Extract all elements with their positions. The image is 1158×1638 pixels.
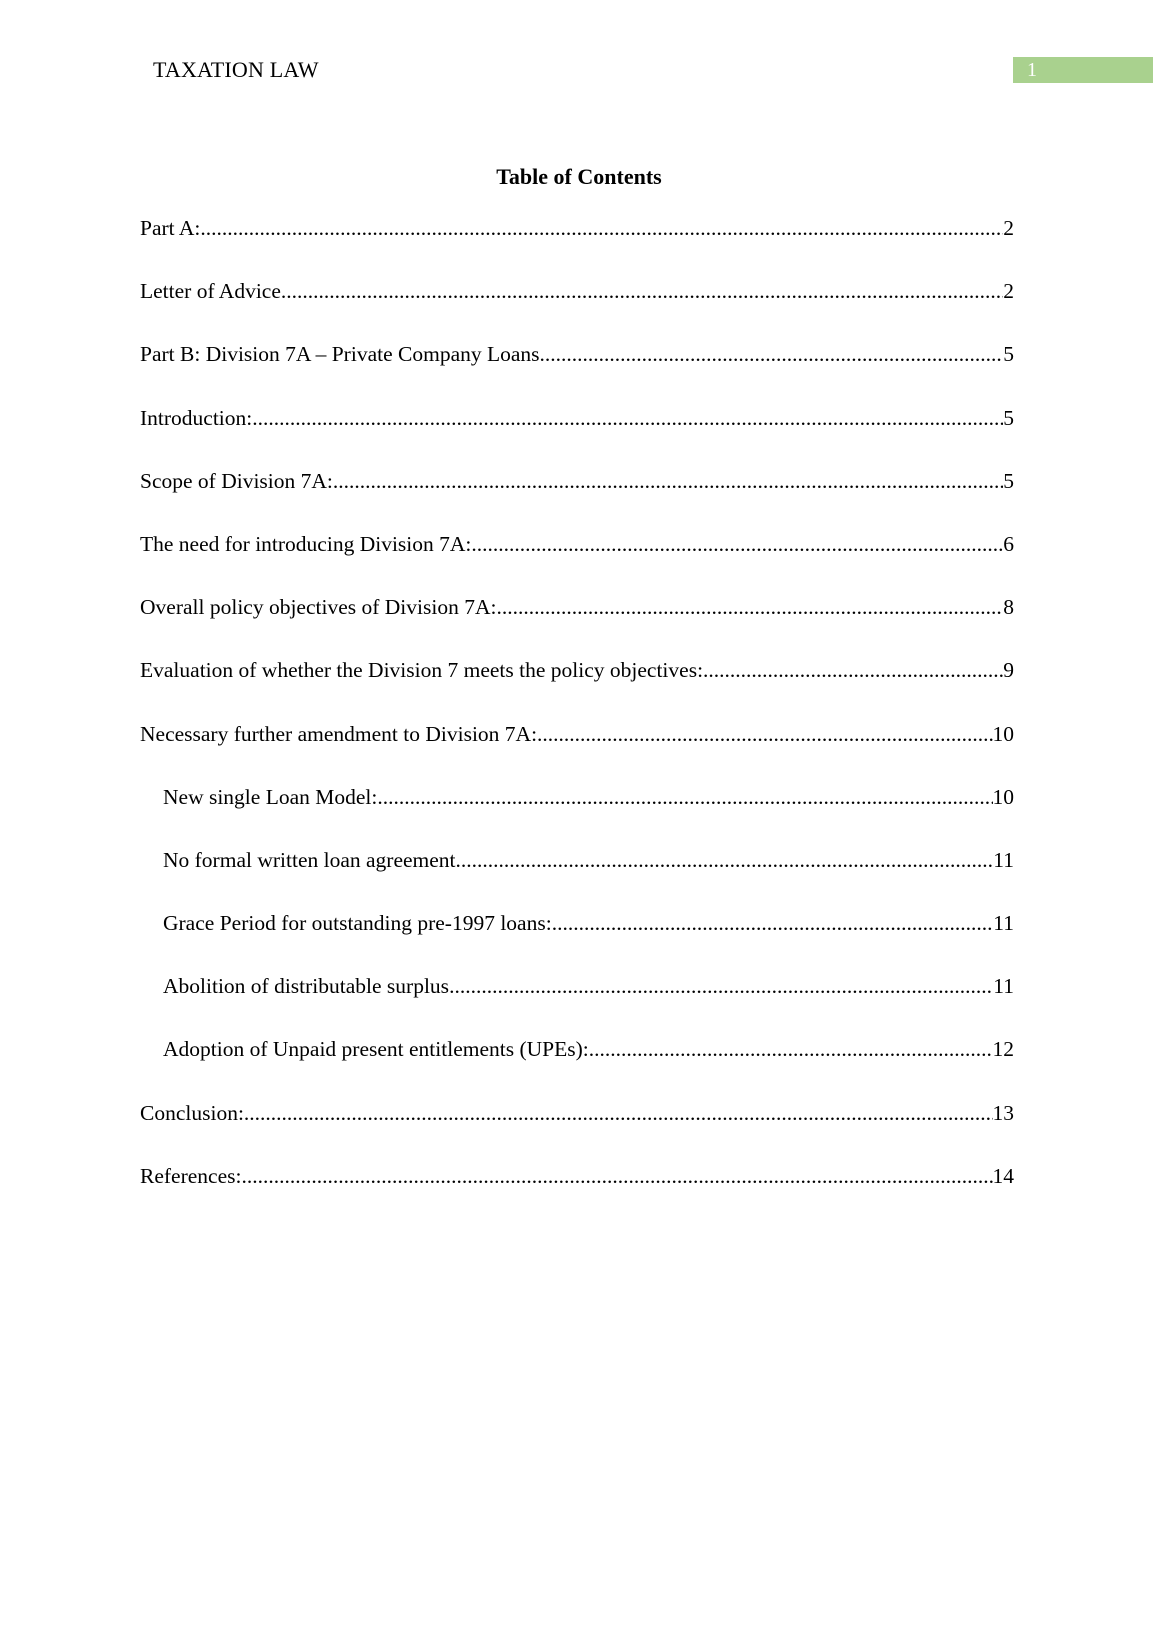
running-header-title: TAXATION LAW [153,57,319,82]
toc-entry-page: 9 [1003,658,1014,683]
toc-entry-letter-of-advice[interactable] [140,277,1014,340]
table-of-contents [140,214,1014,1225]
toc-entry-page: 14 [992,1163,1014,1188]
toc-entry-label: Part B: Division 7A – Private Company Loans [140,342,540,367]
toc-entry-label: Introduction: [140,405,253,430]
toc-entry-page: 10 [992,721,1014,746]
toc-dot-leader [537,720,992,748]
toc-dot-leader [333,467,1003,495]
toc-dot-leader [456,846,994,874]
toc-entry-label: Overall policy objectives of Division 7A: [140,595,497,620]
toc-dot-leader [703,656,1003,684]
toc-entry-grace-period[interactable] [140,909,1014,972]
toc-dot-leader [377,783,992,811]
toc-entry-part-a[interactable] [140,214,1014,277]
toc-entry-label: Conclusion: [140,1100,244,1125]
toc-entry-label: Scope of Division 7A: [140,468,333,493]
toc-entry-page: 5 [1003,405,1014,430]
toc-entry-single-loan-model[interactable] [140,783,1014,846]
toc-entry-label: Adoption of Unpaid present entitlements (UPEs): [163,1037,589,1062]
toc-dot-leader [552,909,994,937]
toc-entry-conclusion[interactable] [140,1099,1014,1162]
toc-entry-label: The need for introducing Division 7A: [140,531,472,556]
page-number-badge: 1 [1013,57,1153,83]
toc-entry-upes[interactable] [140,1035,1014,1098]
toc-entry-references[interactable] [140,1162,1014,1225]
toc-entry-policy-objectives[interactable] [140,593,1014,656]
toc-dot-leader [449,972,993,1000]
toc-entry-label: Abolition of distributable surplus [163,974,450,999]
toc-entry-label: Evaluation of whether the Division 7 meets the policy objectives: [140,658,704,683]
toc-entry-part-b[interactable] [140,340,1014,403]
toc-dot-leader [540,340,1004,368]
toc-entry-page: 5 [1003,342,1014,367]
toc-dot-leader [471,530,1003,558]
toc-dot-leader [496,593,1003,621]
toc-entry-distributable-surplus[interactable] [140,972,1014,1035]
toc-entry-page: 12 [992,1037,1014,1062]
toc-heading: Table of Contents [496,164,662,189]
toc-entry-label: Letter of Advice [140,279,281,304]
toc-entry-label: References: [140,1163,242,1188]
toc-entry-label: Necessary further amendment to Division 7A: [140,721,538,746]
toc-dot-leader [252,404,1003,432]
toc-entry-label: New single Loan Model: [163,784,378,809]
toc-entry-page: 2 [1003,279,1014,304]
toc-entry-scope[interactable] [140,467,1014,530]
toc-entry-label: Part A: [140,216,201,240]
toc-dot-leader [244,1099,993,1127]
toc-entry-page: 2 [1003,216,1014,240]
toc-entry-label: Grace Period for outstanding pre-1997 loans: [163,911,552,936]
toc-entry-need[interactable] [140,530,1014,593]
toc-dot-leader [241,1162,992,1190]
toc-entry-introduction[interactable] [140,404,1014,467]
toc-entry-page: 13 [992,1100,1014,1125]
toc-entry-page: 10 [992,784,1014,809]
toc-dot-leader [200,214,1003,242]
toc-entry-page: 11 [993,847,1014,872]
toc-entry-page: 5 [1003,468,1014,493]
toc-entry-label: No formal written loan agreement [163,847,456,872]
toc-dot-leader [589,1035,993,1063]
toc-entry-page: 6 [1003,531,1014,556]
toc-entry-page: 11 [993,911,1014,936]
toc-entry-page: 11 [993,974,1014,999]
toc-entry-page: 8 [1003,595,1014,620]
toc-entry-evaluation[interactable] [140,656,1014,719]
toc-dot-leader [281,277,1003,305]
toc-entry-no-formal-agreement[interactable] [140,846,1014,909]
toc-entry-further-amendment[interactable] [140,720,1014,783]
